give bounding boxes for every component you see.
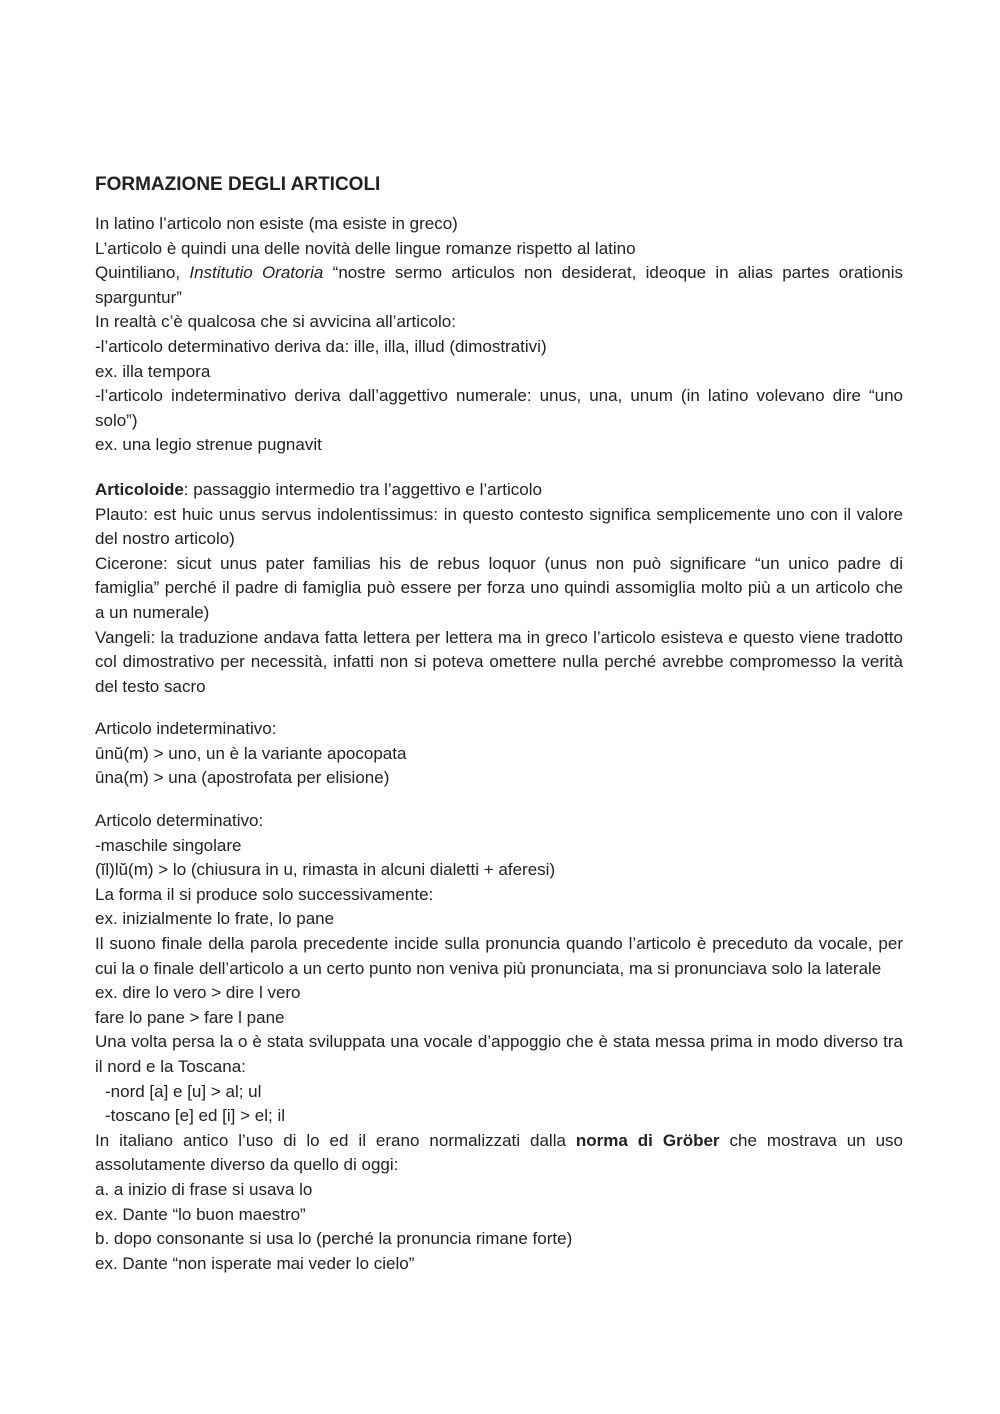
section-intro bbox=[95, 212, 903, 458]
paragraph-line: (ĭl)lŭ(m) > lo (chiusura in u, rimasta in alcuni dialetti + aferesi) bbox=[95, 860, 556, 880]
spacer bbox=[95, 699, 903, 717]
example-line: fare lo pane > fare l pane bbox=[95, 1007, 285, 1027]
paragraph-line: -l’articolo determinativo deriva da: ille, illa, illud (dimostrativi) bbox=[95, 336, 547, 356]
definition-line bbox=[95, 478, 903, 503]
paragraph-line: La forma il si produce solo successivamente: bbox=[95, 884, 434, 904]
list-item: b. dopo consonante si usa lo (perché la pronuncia rimane forte) bbox=[95, 1229, 573, 1249]
section-articoloide bbox=[95, 478, 903, 699]
section-determinativo bbox=[95, 809, 903, 1276]
paragraph-line: Il suono finale della parola precedente incide sulla pronuncia quando l’articolo è preceduto da vocale, per cui la o finale dell’articolo a un certo punto non veniva più pronunciata, ma si pronunciava solo la laterale bbox=[95, 934, 903, 978]
paragraph-line: Una volta persa la o è stata sviluppata una vocale d’appoggio che è stata messa prima in modo diverso tra il nord e la Toscana: bbox=[95, 1032, 903, 1076]
cicerone-paragraph: Cicerone: sicut unus pater familias his de rebus loquor (unus non può significare “un unico padre di famiglia” perché il padre di famiglia può essere per forza uno quindi assomiglia molto più a un articolo che a un numerale) bbox=[95, 553, 903, 622]
paragraph-line: ūna(m) > una (apostrofata per elisione) bbox=[95, 768, 390, 788]
author-name: Quintiliano, bbox=[95, 263, 190, 283]
list-item: a. a inizio di frase si usava lo bbox=[95, 1179, 313, 1199]
latin-quote: “nostre sermo articulos non desiderat, ideoque in alias partes orationis sparguntur” bbox=[95, 263, 903, 307]
paragraph-line: L’articolo è quindi una delle novità delle lingue romanze rispetto al latino bbox=[95, 238, 636, 258]
paragraph-line: In realtà c’è qualcosa che si avvicina all’articolo: bbox=[95, 312, 456, 332]
spacer bbox=[95, 458, 903, 478]
list-item: -toscano [e] ed [i] > el; il bbox=[105, 1106, 286, 1126]
text-run: In italiano antico l’uso di lo ed il erano normalizzati dalla bbox=[95, 1130, 576, 1150]
paragraph-line: -l’articolo indeterminativo deriva dall’aggettivo numerale: unus, una, unum (in latino volevano dire “uno solo”) bbox=[95, 386, 903, 430]
list-item: -nord [a] e [u] > al; ul bbox=[105, 1081, 262, 1101]
paragraph-line: ūnŭ(m) > uno, un è la variante apocopata bbox=[95, 743, 407, 763]
paragraph-line: In latino l’articolo non esiste (ma esiste in greco) bbox=[95, 214, 458, 233]
example-line: ex. Dante “lo buon maestro” bbox=[95, 1204, 306, 1224]
spacer bbox=[95, 791, 903, 809]
term-bold: Articoloide bbox=[95, 479, 184, 499]
paragraph-line: -maschile singolare bbox=[95, 835, 242, 855]
example-line: ex. una legio strenue pugnavit bbox=[95, 435, 322, 455]
page-title: FORMAZIONE DEGLI ARTICOLI bbox=[95, 174, 381, 195]
quintiliano-paragraph bbox=[95, 261, 903, 310]
text-run: che mostrava un uso assolutamente diverso da quello di oggi: bbox=[95, 1130, 903, 1175]
section-indeterminativo bbox=[95, 717, 903, 791]
vangeli-paragraph: Vangeli: la traduzione andava fatta lettera per lettera ma in greco l’articolo esisteva e questo viene tradotto col dimostrativo per necessità, infatti non si poteva omettere nulla perché avrebbe compromesso la verità del testo sacro bbox=[95, 627, 903, 696]
example-line: ex. inizialmente lo frate, lo pane bbox=[95, 909, 335, 929]
term-bold: norma di Gröber bbox=[575, 1130, 720, 1150]
document-page bbox=[95, 172, 903, 1276]
example-line: ex. Dante “non isperate mai veder lo cielo” bbox=[95, 1253, 415, 1273]
section-heading: Articolo determinativo: bbox=[95, 811, 264, 831]
work-title: Institutio Oratoria bbox=[189, 263, 324, 283]
example-line: ex. dire lo vero > dire l vero bbox=[95, 983, 301, 1003]
term-definition: : passaggio intermedio tra l’aggettivo e l’articolo bbox=[183, 479, 542, 499]
grober-paragraph bbox=[95, 1129, 903, 1178]
example-line: ex. illa tempora bbox=[95, 361, 211, 381]
section-heading: Articolo indeterminativo: bbox=[95, 719, 277, 739]
plauto-paragraph: Plauto: est huic unus servus indolentissimus: in questo contesto significa semplicemente uno con il valore del nostro articolo) bbox=[95, 504, 903, 549]
